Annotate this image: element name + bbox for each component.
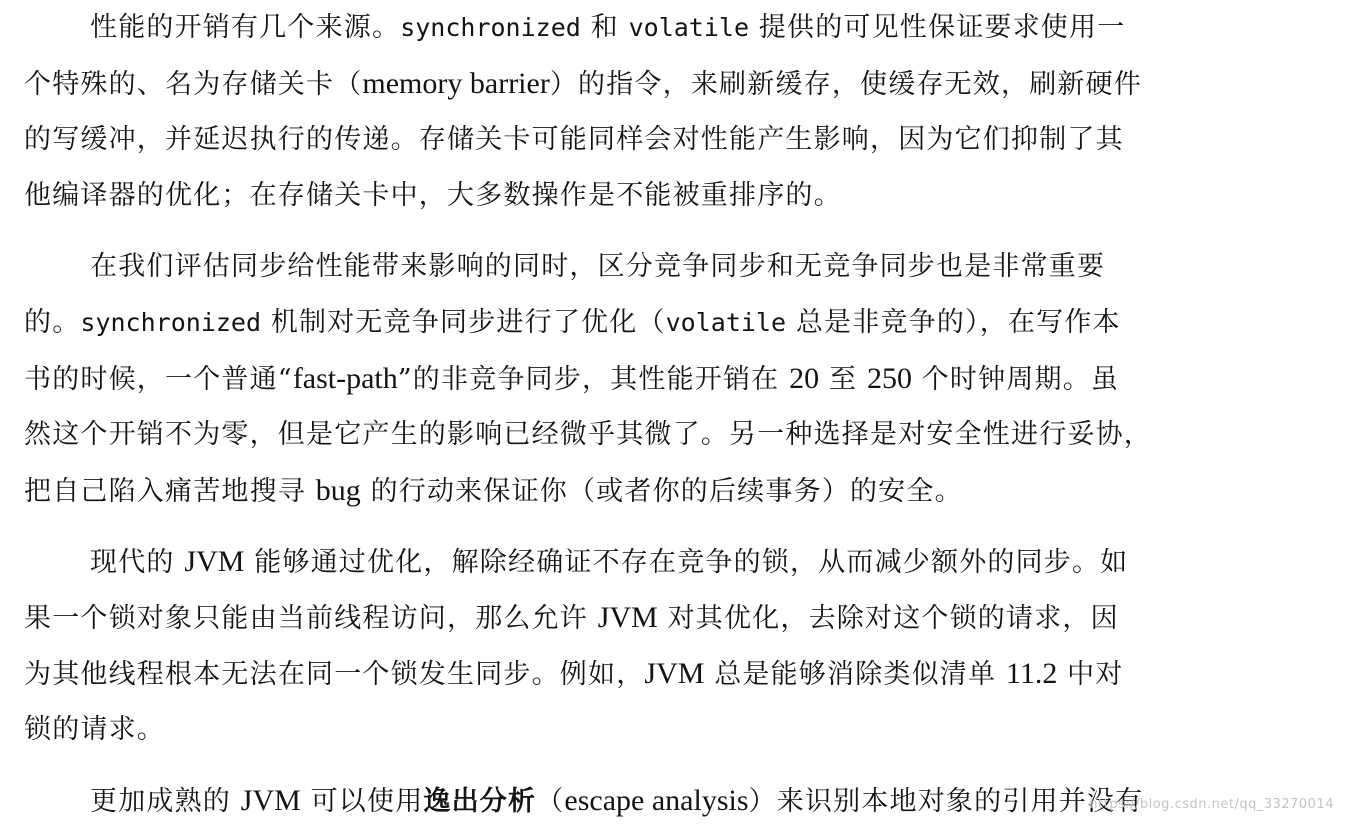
- text-segment: 总是非竞争的），在写作本: [786, 307, 1121, 338]
- text-line: [24, 702, 1320, 758]
- text-segment: 至: [819, 364, 867, 395]
- text-segment: 11.2: [1006, 657, 1058, 690]
- text-segment: 性能的开销有几个来源。: [90, 12, 401, 43]
- text-segment: 然这个开销不为零，但是它产生的影响已经微乎其微了。另一种选择是对安全性进行妥协，: [24, 419, 1152, 450]
- text-line: [24, 590, 1320, 646]
- paragraph: [24, 0, 1320, 224]
- text-segment: ”的非竞争同步，其性能开销在: [397, 364, 790, 395]
- text-line: [24, 239, 1320, 295]
- text-line: [24, 168, 1320, 224]
- text-segment: 把自己陷入痛苦地搜寻: [24, 476, 316, 507]
- text-segment: volatile: [628, 13, 750, 42]
- text-line: [24, 534, 1320, 590]
- text-segment: 的写缓冲，并延迟执行的传递。存储关卡可能同样会对性能产生影响，因为它们抑制了其: [24, 124, 1124, 155]
- text-segment: fast-path: [292, 362, 398, 395]
- text-segment: 可以使用: [300, 786, 424, 817]
- document-page: [24, 0, 1320, 829]
- text-segment: bug: [315, 474, 361, 507]
- text-segment: 在我们评估同步给性能带来影响的同时，区分竞争同步和无竞争同步也是非常重要: [90, 251, 1106, 282]
- text-segment: synchronized: [400, 13, 581, 42]
- emphasized-term: 逸出分析: [423, 786, 537, 817]
- text-segment: 中对: [1057, 659, 1124, 690]
- text-segment: 果一个锁对象只能由当前线程访问，那么允许: [24, 603, 598, 634]
- csdn-watermark: https://blog.csdn.net/qq_33270014: [1089, 797, 1334, 812]
- text-segment: 书的时候，一个普通“: [24, 364, 293, 395]
- text-segment: 他编译器的优化；在存储关卡中，大多数操作是不能被重排序的。: [24, 180, 842, 211]
- text-segment: volatile: [665, 308, 787, 337]
- text-segment: JVM: [644, 657, 705, 690]
- text-segment: JVM: [597, 601, 658, 634]
- text-segment: ）的指令，来刷新缓存，使缓存无效，刷新硬件: [549, 69, 1143, 100]
- text-segment: JVM: [184, 545, 245, 578]
- text-segment: ）来识别本地对象的引用并没有: [748, 786, 1144, 817]
- text-segment: 的。: [24, 307, 81, 338]
- text-segment: memory barrier: [362, 67, 550, 100]
- text-line: [24, 407, 1320, 463]
- body-text: [24, 0, 1320, 829]
- text-segment: 机制对无竞争同步进行了优化（: [261, 307, 666, 338]
- text-line: [24, 56, 1320, 112]
- text-line: [24, 0, 1320, 56]
- text-line: [24, 112, 1320, 168]
- text-segment: 的行动来保证你（或者你的后续事务）的安全。: [360, 476, 963, 507]
- text-segment: （: [536, 786, 565, 817]
- text-line: [24, 295, 1320, 351]
- text-segment: escape analysis: [564, 784, 749, 817]
- text-line: [24, 646, 1320, 702]
- text-line: [24, 351, 1320, 407]
- paragraph: [24, 239, 1320, 519]
- text-segment: 个特殊的、名为存储关卡（: [24, 69, 363, 100]
- text-segment: JVM: [240, 784, 301, 817]
- text-segment: 20: [789, 362, 820, 395]
- text-segment: 总是能够消除类似清单: [704, 659, 1006, 690]
- text-segment: 对其优化，去除对这个锁的请求，因: [657, 603, 1119, 634]
- text-segment: 能够通过优化，解除经确证不存在竞争的锁，从而减少额外的同步。如: [244, 547, 1129, 578]
- text-segment: 个时钟周期。虽: [911, 364, 1120, 395]
- text-segment: 和: [580, 12, 629, 43]
- paragraph: [24, 534, 1320, 758]
- text-segment: 现代的: [90, 547, 185, 578]
- text-segment: 锁的请求。: [24, 714, 165, 745]
- text-segment: 为其他线程根本无法在同一个锁发生同步。例如，: [24, 659, 645, 690]
- text-segment: 更加成熟的: [90, 786, 241, 817]
- text-segment: 提供的可见性保证要求使用一: [749, 12, 1126, 43]
- text-line: [24, 463, 1320, 519]
- text-segment: 250: [866, 362, 912, 395]
- text-segment: synchronized: [80, 308, 262, 337]
